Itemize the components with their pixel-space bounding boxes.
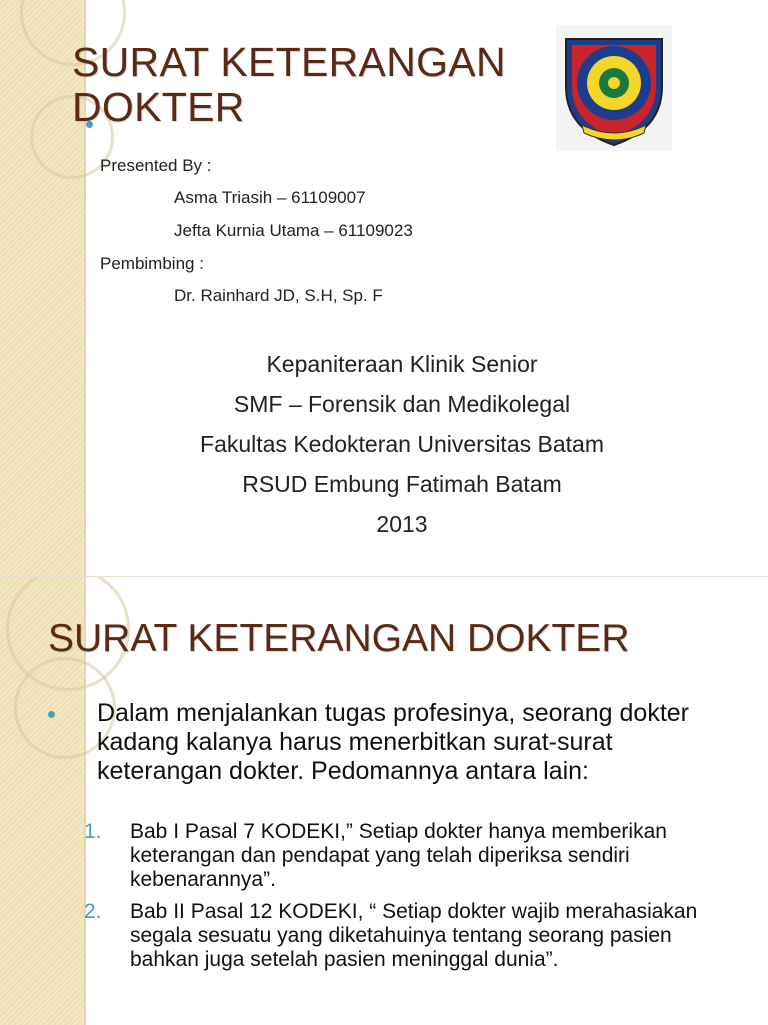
institution-line: RSUD Embung Fatimah Batam	[242, 471, 562, 497]
list-item	[84, 820, 744, 892]
presenter-name: Jefta Kurnia Utama – 61109023	[174, 221, 413, 240]
institution-line: SMF – Forensik dan Medikolegal	[233, 391, 571, 417]
intro-paragraph: Dalam menjalankan tugas profesinya, seorang dokter kadang kalanya harus menerbitkan surat-surat keterangan dokter. Pedomannya antara lain:	[97, 699, 690, 785]
list-number: 2.	[84, 900, 102, 923]
bullet-dot	[48, 711, 55, 718]
section-title: SURAT KETERANGAN DOKTER	[48, 617, 630, 660]
page-title: SURAT KETERANGAN DOKTER	[72, 39, 506, 130]
year: 2013	[376, 511, 428, 537]
institution-line: Kepaniteraan Klinik Senior	[266, 351, 538, 377]
pembimbing-label: Pembimbing :	[100, 254, 204, 273]
institution-line: Fakultas Kedokteran Universitas Batam	[200, 431, 604, 457]
university-logo	[556, 25, 672, 151]
presenter-name: Asma Triasih – 61109007	[174, 188, 366, 207]
pembimbing-name: Dr. Rainhard JD, S.H, Sp. F	[174, 286, 383, 305]
list-text: Bab II Pasal 12 KODEKI, “ Setiap dokter wajib merahasiakan segala sesuatu yang diketahuinya tentang seorang pasien bahkan juga setelah pasien meninggal dunia”.	[130, 900, 698, 971]
slide-2	[0, 576, 768, 1025]
list-number: 1.	[84, 820, 102, 843]
guideline-list	[84, 820, 744, 980]
list-item	[84, 900, 744, 972]
presented-by-label: Presented By :	[100, 156, 212, 175]
institution-block	[90, 344, 714, 544]
list-text: Bab I Pasal 7 KODEKI,” Setiap dokter hanya memberikan keterangan dan pendapat yang telah diperiksa sendiri kebenarannya”.	[130, 820, 667, 891]
